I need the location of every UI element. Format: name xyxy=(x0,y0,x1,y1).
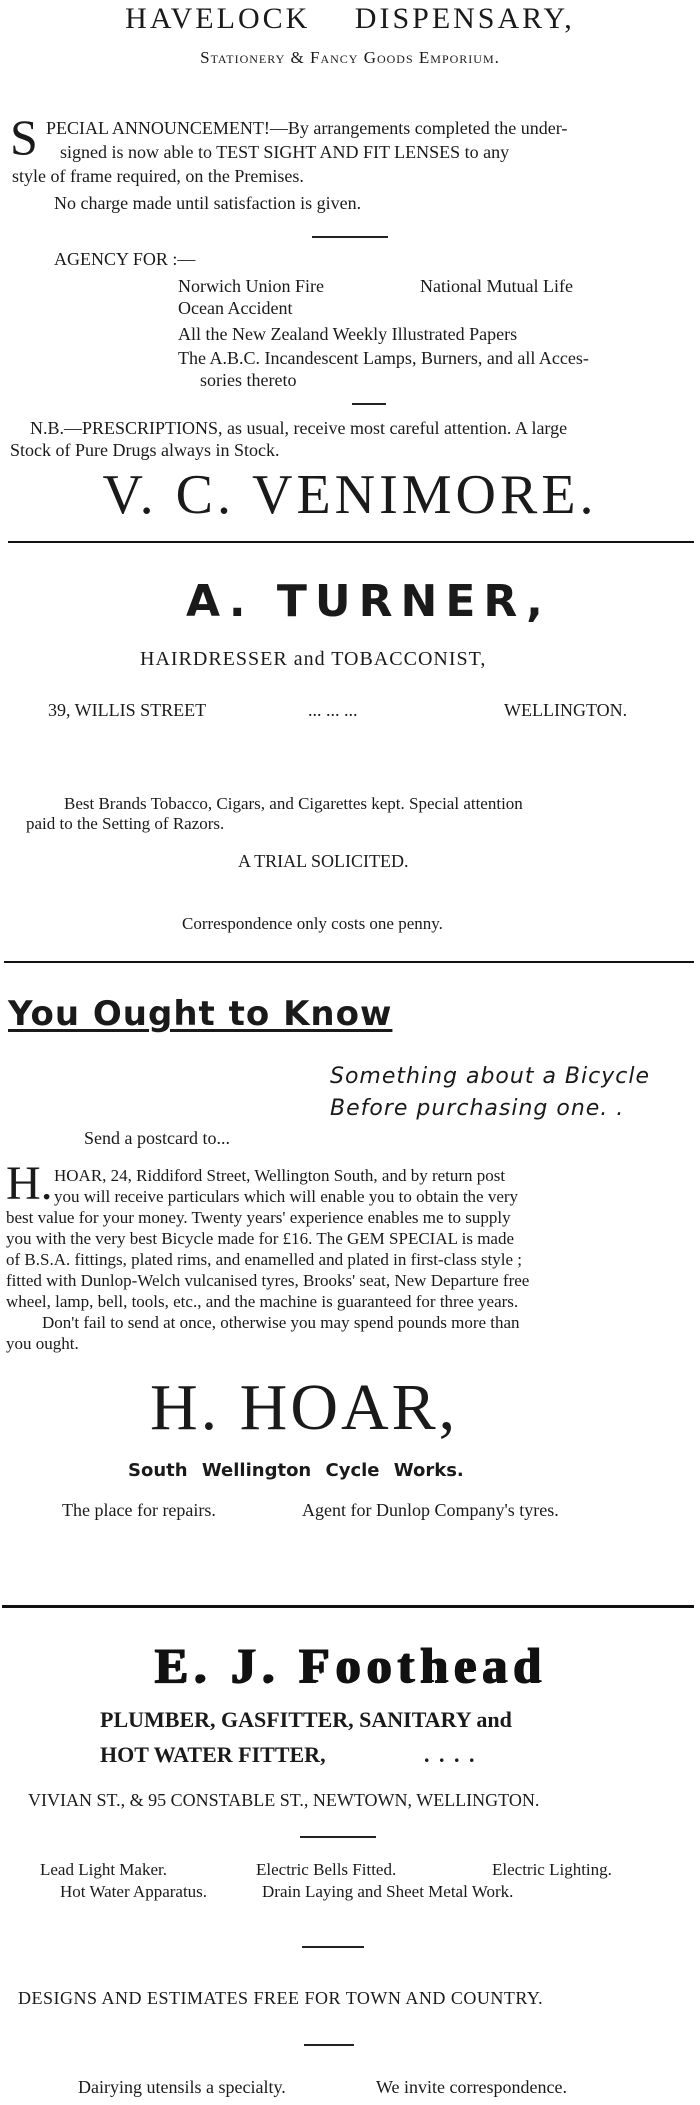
foothead-dairying: Dairying utensils a specialty. xyxy=(78,2077,286,2097)
agency-papers: All the New Zealand Weekly Illustrated Papers xyxy=(178,324,518,344)
turner-brands-line-2: paid to the Setting of Razors. xyxy=(26,814,225,833)
service-hot-water: Hot Water Apparatus. xyxy=(60,1882,208,1901)
hoar-body-line-7: wheel, lamp, bell, tools, etc., and the machine is guaranteed for three years. xyxy=(6,1292,519,1311)
hoar-body-line-2: you will receive particulars which will enable you to obtain the very xyxy=(54,1187,519,1206)
hoar-body-line-1: HOAR, 24, Riddiford Street, Wellington South, and by return post xyxy=(54,1166,506,1185)
foothead-name: E. J. Foothead xyxy=(153,1637,547,1693)
turner-trial: A TRIAL SOLICITED. xyxy=(238,851,409,871)
foothead-designs: DESIGNS AND ESTIMATES FREE FOR TOWN AND COUNTRY. xyxy=(18,1988,544,2008)
divider xyxy=(312,236,388,238)
agency-norwich: Norwich Union Fire xyxy=(178,276,324,296)
divider xyxy=(352,403,386,405)
nb-prescriptions-line-1: N.B.—PRESCRIPTIONS, as usual, receive most careful attention. A large xyxy=(30,418,568,438)
hoar-name: H. HOAR, xyxy=(150,1371,459,1444)
hoar-tagline-2: Before purchasing one. . xyxy=(330,1096,625,1121)
hoar-agent: Agent for Dunlop Company's tyres. xyxy=(302,1500,559,1520)
hoar-postcard: Send a postcard to... xyxy=(84,1128,230,1148)
turner-dots: ... ... ... xyxy=(308,700,358,720)
announcement-dropcap: S xyxy=(10,109,38,165)
service-electric-lighting: Electric Lighting. xyxy=(492,1860,612,1879)
announcement-line-2: signed is now able to TEST SIGHT AND FIT LENSES to any xyxy=(60,142,510,162)
foothead-trade-line-2: HOT WATER FITTER, xyxy=(100,1742,326,1767)
havelock-title: HAVELOCK DISPENSARY, xyxy=(125,2,575,35)
announcement-line-3: style of frame required, on the Premises. xyxy=(12,166,304,186)
announcement-line-1: PECIAL ANNOUNCEMENT!—By arrangements completed the under- xyxy=(46,118,568,138)
no-charge-note: No charge made until satisfaction is given. xyxy=(54,193,362,213)
section-rule xyxy=(8,541,694,543)
hoar-tagline-1: Something about a Bicycle xyxy=(330,1064,650,1089)
hoar-body-line-3: best value for your money. Twenty years' experience enables me to supply xyxy=(6,1208,511,1227)
divider xyxy=(302,1946,364,1948)
foothead-trade-line-1: PLUMBER, GASFITTER, SANITARY and xyxy=(100,1707,512,1732)
divider xyxy=(300,1836,376,1838)
turner-name: A. TURNER, xyxy=(186,576,551,627)
turner-address: 39, WILLIS STREET xyxy=(48,700,207,720)
agency-ocean: Ocean Accident xyxy=(178,298,293,318)
agency-abc-line-1: The A.B.C. Incandescent Lamps, Burners, and all Acces- xyxy=(178,348,589,368)
agency-national-mutual: National Mutual Life xyxy=(420,276,573,296)
agency-abc-line-2: sories thereto xyxy=(200,370,297,390)
service-drain-laying: Drain Laying and Sheet Metal Work. xyxy=(262,1882,514,1901)
service-electric-bells: Electric Bells Fitted. xyxy=(256,1860,397,1879)
turner-city: WELLINGTON. xyxy=(504,700,628,720)
hoar-works: South Wellington Cycle Works. xyxy=(128,1460,464,1481)
turner-correspondence: Correspondence only costs one penny. xyxy=(182,914,443,933)
turner-trade: HAIRDRESSER and TOBACCONIST, xyxy=(140,648,487,670)
turner-brands-line-1: Best Brands Tobacco, Cigars, and Cigarettes kept. Special attention xyxy=(64,794,523,813)
havelock-subtitle: Stationery & Fancy Goods Emporium. xyxy=(200,48,500,67)
agency-heading: AGENCY FOR :— xyxy=(54,249,196,269)
hoar-body-line-5: of B.S.A. fittings, plated rims, and enamelled and plated in first-class style ; xyxy=(6,1250,523,1269)
hoar-body-line-8: Don't fail to send at once, otherwise you may spend pounds more than xyxy=(42,1313,520,1332)
hoar-body-line-6: fitted with Dunlop-Welch vulcanised tyres, Brooks' seat, New Departure free xyxy=(6,1271,530,1290)
foothead-trade-dots: . . . . xyxy=(424,1742,477,1767)
hoar-repairs: The place for repairs. xyxy=(62,1500,216,1520)
service-lead-light: Lead Light Maker. xyxy=(40,1860,167,1879)
foothead-invite: We invite correspondence. xyxy=(376,2077,567,2097)
hoar-body-line-4: you with the very best Bicycle made for £16. The GEM SPECIAL is made xyxy=(6,1229,515,1248)
foothead-address: VIVIAN ST., & 95 CONSTABLE ST., NEWTOWN, WELLINGTON. xyxy=(28,1790,540,1810)
hoar-dropcap: H. xyxy=(6,1157,53,1210)
divider xyxy=(304,2044,354,2046)
hoar-headline: You Ought to Know xyxy=(8,994,393,1034)
section-rule xyxy=(2,1605,694,1608)
proprietor-name: V. C. VENIMORE. xyxy=(102,464,598,526)
section-rule xyxy=(4,961,694,963)
nb-prescriptions-line-2: Stock of Pure Drugs always in Stock. xyxy=(10,440,280,460)
hoar-body-line-9: you ought. xyxy=(6,1334,79,1353)
